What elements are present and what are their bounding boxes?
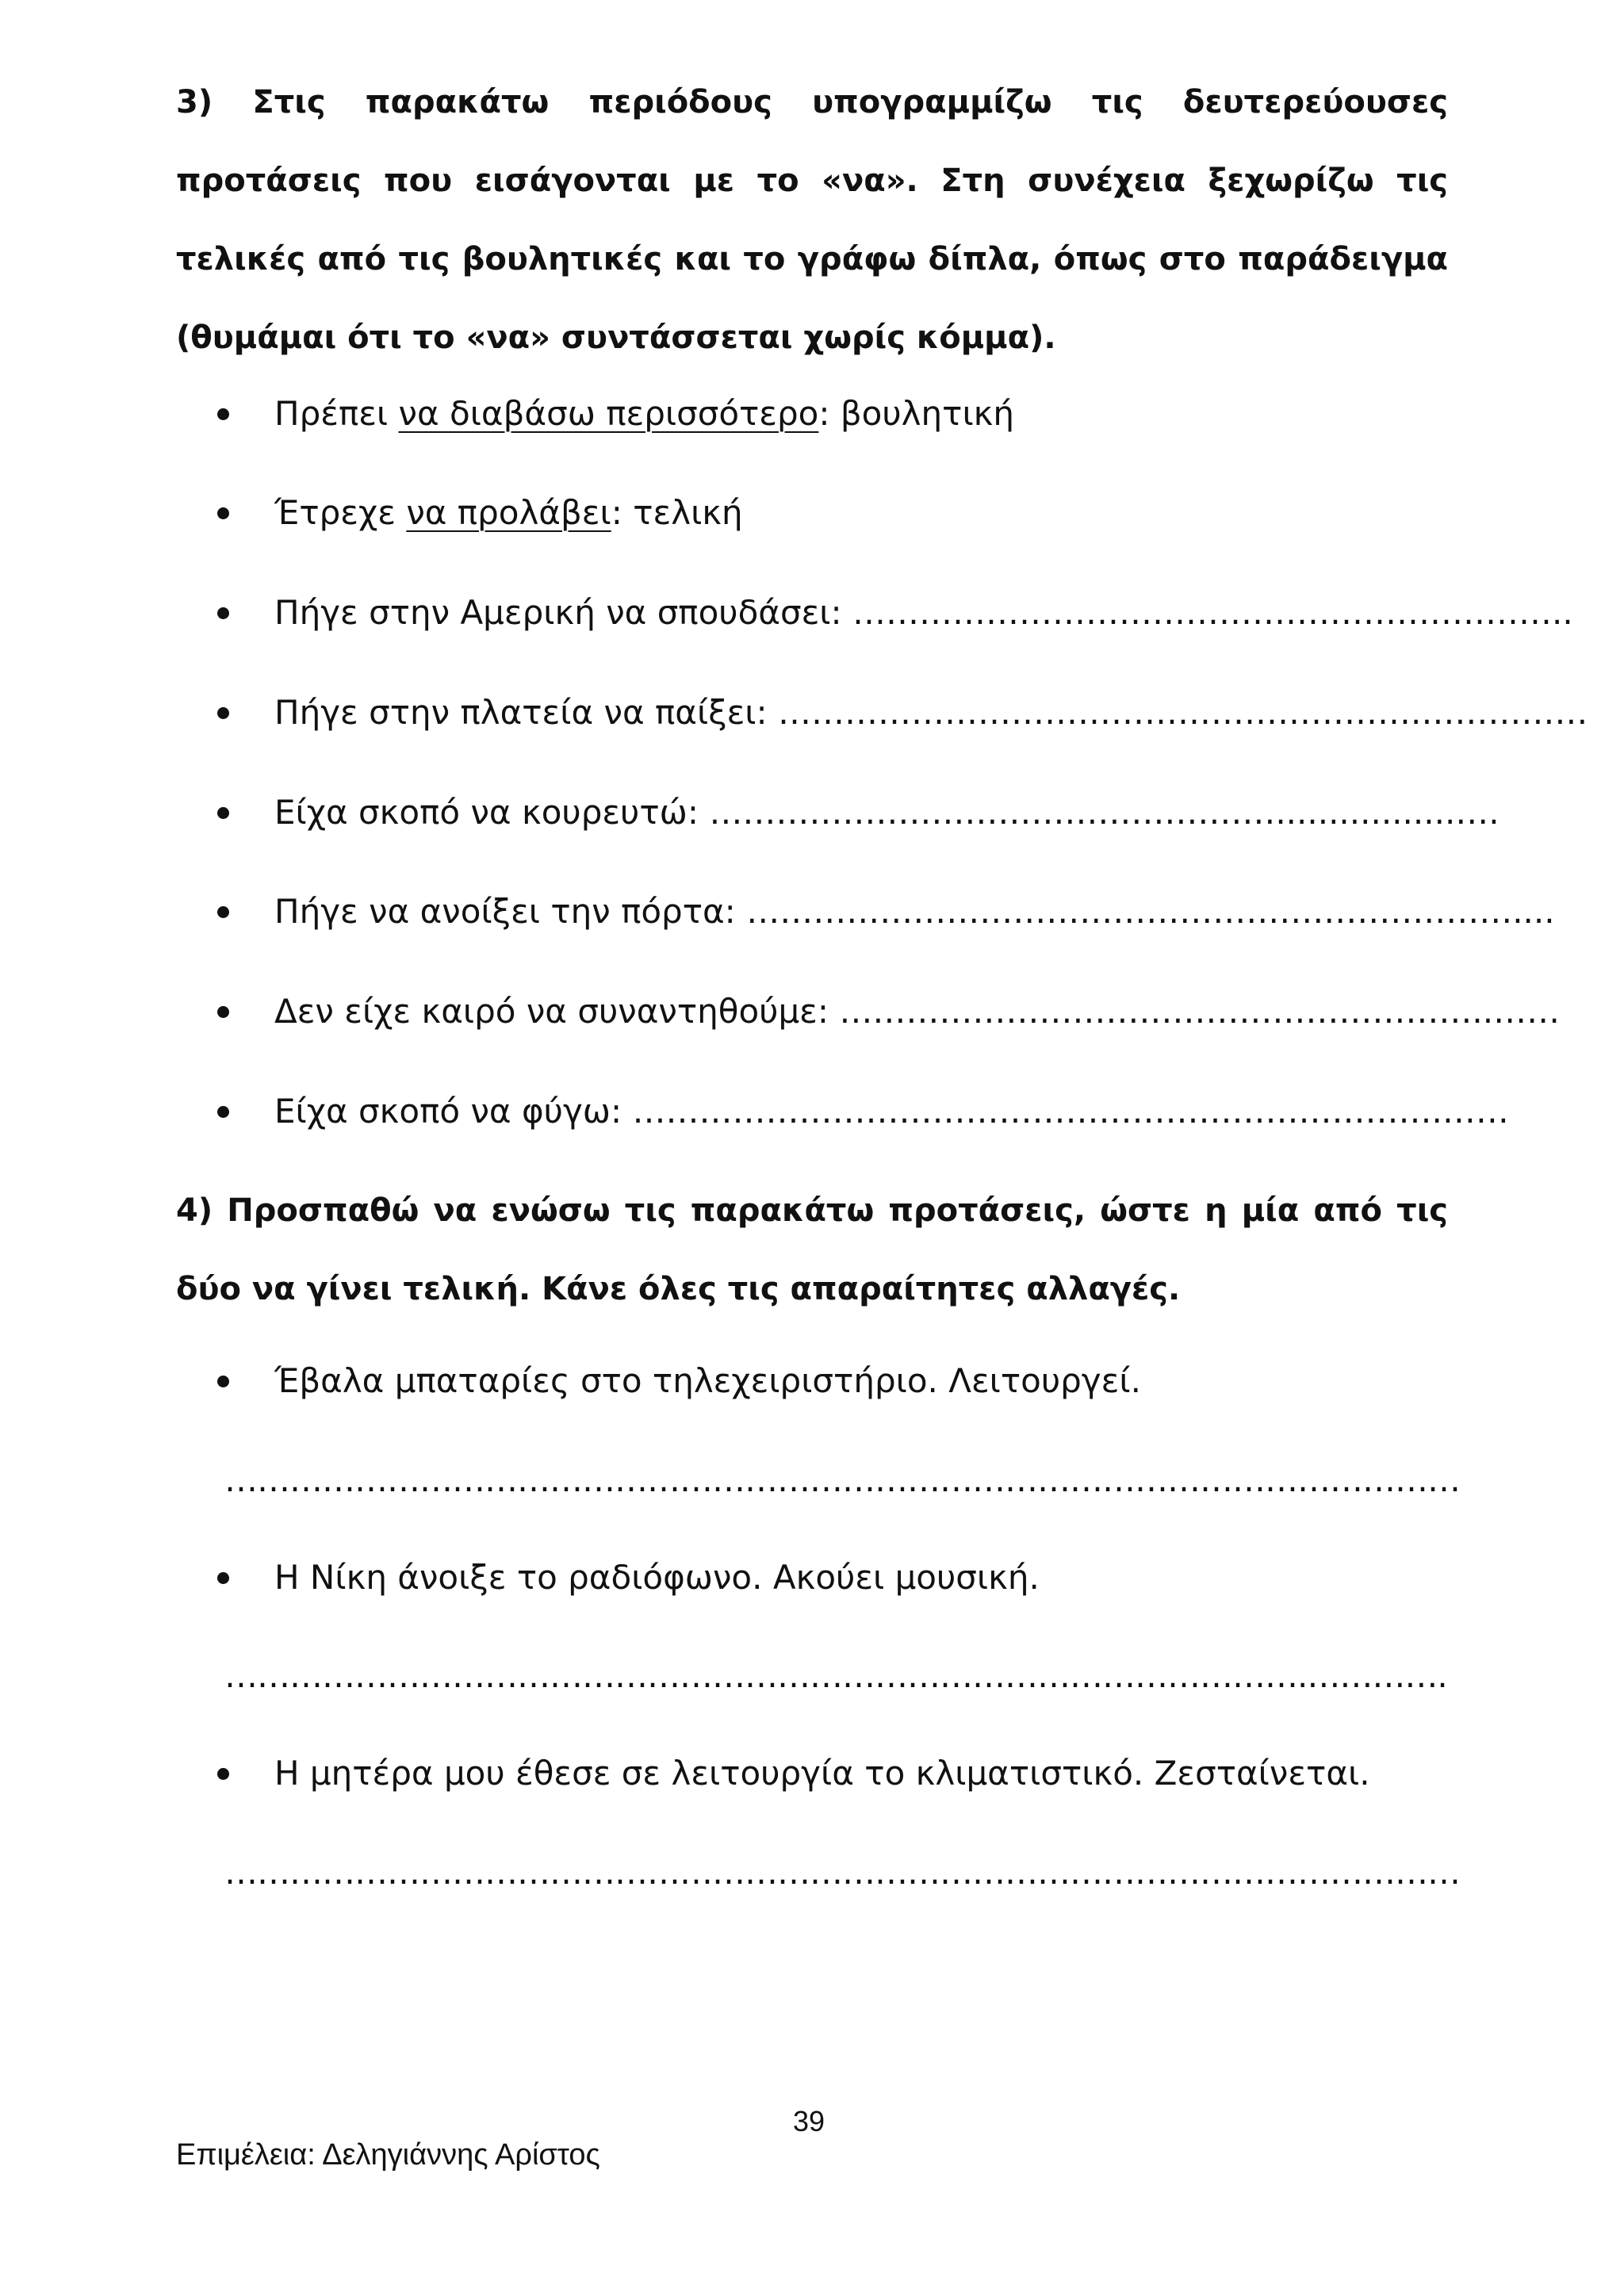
sentence-text: Είχα σκοπό να φύγω: bbox=[274, 1092, 633, 1131]
answer-blank[interactable]: …………………………………………………..…… bbox=[839, 992, 1561, 1031]
bullet-icon bbox=[217, 1006, 229, 1018]
sentence-text: Πρέπει bbox=[274, 394, 399, 433]
footer-credit: Επιμέλεια: Δεληγιάννης Αρίστος bbox=[176, 2138, 600, 2172]
sentence-text: Δεν είχε καιρό να συναντηθούμε: bbox=[274, 992, 840, 1031]
exercise-4-instructions: 4) Προσπαθώ να ενώσω τις παρακάτω προτάσεις, ώστε η μία από τις δύο να γίνει τελική. Κάνε όλες τις απαραίτητες αλλαγές. bbox=[176, 1192, 1448, 1307]
sentence-text: Είχα σκοπό να κουρευτώ: bbox=[274, 793, 710, 832]
answer-blank[interactable]: ……………………………………………………….. bbox=[852, 593, 1573, 632]
bullet-icon bbox=[217, 707, 229, 719]
answer-blank[interactable]: ………………………………………………….…………… bbox=[778, 693, 1588, 732]
sentence-text: Πήγε να ανοίξει την πόρτα: bbox=[274, 892, 747, 931]
answer-line[interactable]: …………………………………………………………………………………………………… bbox=[224, 1460, 1460, 1499]
bullet-icon bbox=[217, 906, 229, 918]
bullet-icon bbox=[217, 807, 229, 819]
bullet-icon bbox=[217, 607, 229, 619]
sentence-text: Έτρεχε bbox=[274, 493, 407, 532]
sentence-text: Έβαλα μπαταρίες στο τηλεχειριστήριο. Λειτουργεί. bbox=[274, 1361, 1141, 1400]
answer-blank[interactable]: ……………………………………………………………….…… bbox=[632, 1092, 1509, 1131]
bullet-icon bbox=[217, 1572, 229, 1584]
answer-line[interactable]: …………………………………………………………………………………………………… bbox=[224, 1853, 1460, 1892]
bullet-icon bbox=[217, 1768, 229, 1780]
bullet-icon bbox=[217, 507, 229, 519]
sentence-text: Η Νίκη άνοιξε το ραδιόφωνο. Ακούει μουσική. bbox=[274, 1558, 1040, 1597]
sentence-text: Πήγε στην πλατεία να παίξει: bbox=[274, 693, 779, 732]
answer-line[interactable]: ……………………………………………………………………………………….…………. bbox=[224, 1656, 1447, 1695]
page-number: 39 bbox=[793, 2105, 825, 2137]
sentence-text: Η μητέρα μου έθεσε σε λειτουργία το κλιματιστικό. Ζεσταίνεται. bbox=[274, 1754, 1370, 1793]
underlined-clause: να προλάβει bbox=[406, 493, 611, 532]
bullet-icon bbox=[217, 408, 229, 420]
answer-text: : τελική bbox=[611, 493, 743, 532]
answer-blank[interactable]: …………………………………………………………….... bbox=[746, 892, 1555, 931]
underlined-clause: να διαβάσω περισσότερο bbox=[398, 394, 819, 433]
exercise-3-instructions: 3) Στις παρακάτω περιόδους υπογραμμίζω τις δευτερεύουσες προτάσεις που εισάγονται με το «να». Στη συνέχεια ξεχωρίζω τις τελικές από τις βουλητικές και το γράφω δίπλα, όπως στο παράδειγμα (θυμάμαι ότι το «να» συντάσσεται χωρίς κόμμα). bbox=[176, 84, 1448, 356]
answer-text: : βουλητική bbox=[818, 394, 1015, 433]
bullet-icon bbox=[217, 1376, 229, 1387]
sentence-text: Πήγε στην Αμερική να σπουδάσει: bbox=[274, 593, 853, 632]
answer-blank[interactable]: …………………………………………….................…. bbox=[709, 793, 1500, 832]
bullet-icon bbox=[217, 1106, 229, 1118]
